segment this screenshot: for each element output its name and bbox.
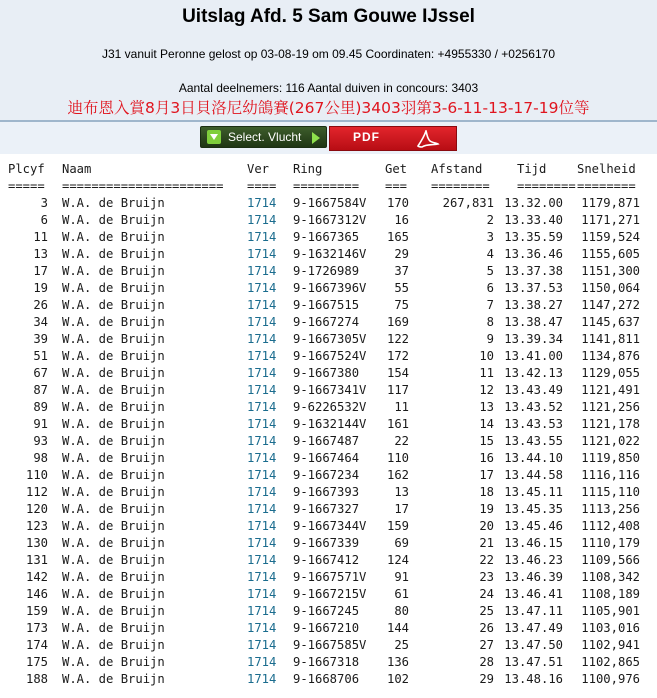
cell-ring: 9-1667487 — [293, 434, 360, 448]
cell-naam: W.A. de Bruijn — [62, 213, 165, 227]
col-header-afstand: Afstand — [431, 162, 483, 176]
cell-ring: 9-1667305V — [293, 332, 367, 346]
cell-afstand: 21 — [479, 536, 494, 550]
separator: ====================== — [62, 179, 224, 193]
cell-get: 80 — [394, 604, 409, 618]
cell-naam: W.A. de Bruijn — [62, 604, 165, 618]
cell-afstand: 16 — [479, 451, 494, 465]
cell-naam: W.A. de Bruijn — [62, 383, 165, 397]
cell-naam: W.A. de Bruijn — [62, 672, 165, 686]
cell-snelheid: 1151,300 — [581, 264, 640, 278]
cell-plcyf: 91 — [33, 417, 48, 431]
cell-get: 159 — [386, 519, 409, 533]
cell-ver[interactable]: 1714 — [247, 315, 277, 329]
cell-ring: 9-1726989 — [293, 264, 360, 278]
cell-ver[interactable]: 1714 — [247, 434, 277, 448]
cell-plcyf: 174 — [25, 638, 48, 652]
cell-ring: 9-1667464 — [293, 451, 360, 465]
cell-ring: 9-1667318 — [293, 655, 360, 669]
cell-plcyf: 175 — [25, 655, 48, 669]
cell-naam: W.A. de Bruijn — [62, 434, 165, 448]
table-header-row — [0, 162, 636, 179]
cell-get: 136 — [386, 655, 409, 669]
cell-snelheid: 1115,110 — [581, 485, 640, 499]
pdf-label: PDF — [353, 130, 380, 144]
cell-ver[interactable]: 1714 — [247, 604, 277, 618]
cell-get: 17 — [394, 502, 409, 516]
col-header-plcyf: Plcyf — [8, 162, 45, 176]
cell-ver[interactable]: 1714 — [247, 672, 277, 686]
cell-ring: 9-1667312V — [293, 213, 367, 227]
cell-get: 22 — [394, 434, 409, 448]
cell-naam: W.A. de Bruijn — [62, 536, 165, 550]
cell-ver[interactable]: 1714 — [247, 451, 277, 465]
cell-plcyf: 110 — [25, 468, 48, 482]
cell-ver[interactable]: 1714 — [247, 570, 277, 584]
cell-ver[interactable]: 1714 — [247, 621, 277, 635]
table-row — [0, 587, 640, 604]
cell-ver[interactable]: 1714 — [247, 485, 277, 499]
pdf-button[interactable] — [329, 126, 457, 151]
separator: ======== — [577, 179, 636, 193]
download-icon — [207, 130, 221, 144]
cell-ver[interactable]: 1714 — [247, 655, 277, 669]
cell-ring: 9-1667412 — [293, 553, 360, 567]
cell-tijd: 13.33.40 — [504, 213, 563, 227]
cell-get: 170 — [386, 196, 409, 210]
table-row — [0, 281, 640, 298]
cell-ring: 9-1667396V — [293, 281, 367, 295]
table-row — [0, 672, 640, 689]
cell-plcyf: 13 — [33, 247, 48, 261]
cell-plcyf: 26 — [33, 298, 48, 312]
cell-ver[interactable]: 1714 — [247, 230, 277, 244]
table-row — [0, 604, 640, 621]
page-title: Uitslag Afd. 5 Sam Gouwe IJssel — [182, 6, 475, 27]
table-row — [0, 451, 640, 468]
cell-naam: W.A. de Bruijn — [62, 570, 165, 584]
cell-tijd: 13.38.27 — [504, 298, 563, 312]
cell-tijd: 13.37.53 — [504, 281, 563, 295]
cell-ver[interactable]: 1714 — [247, 264, 277, 278]
cell-naam: W.A. de Bruijn — [62, 485, 165, 499]
cell-ring: 9-1667327 — [293, 502, 360, 516]
cell-snelheid: 1145,637 — [581, 315, 640, 329]
cell-plcyf: 123 — [25, 519, 48, 533]
cell-naam: W.A. de Bruijn — [62, 230, 165, 244]
cell-naam: W.A. de Bruijn — [62, 332, 165, 346]
cell-ring: 9-6226532V — [293, 400, 367, 414]
cell-ring: 9-1667344V — [293, 519, 367, 533]
cell-tijd: 13.47.49 — [504, 621, 563, 635]
col-header-ver: Ver — [247, 162, 270, 176]
cell-tijd: 13.37.38 — [504, 264, 563, 278]
cell-ring: 9-1667524V — [293, 349, 367, 363]
cell-tijd: 13.44.10 — [504, 451, 563, 465]
table-row — [0, 196, 640, 213]
cell-afstand: 4 — [486, 247, 494, 261]
cell-naam: W.A. de Bruijn — [62, 349, 165, 363]
cell-afstand: 14 — [479, 417, 494, 431]
table-row — [0, 298, 640, 315]
cell-ver[interactable]: 1714 — [247, 519, 277, 533]
table-row — [0, 553, 640, 570]
cell-get: 75 — [394, 298, 409, 312]
cell-snelheid: 1100,976 — [581, 672, 640, 686]
cell-naam: W.A. de Bruijn — [62, 587, 165, 601]
cell-plcyf: 173 — [25, 621, 48, 635]
cell-afstand: 19 — [479, 502, 494, 516]
results-table — [0, 162, 640, 689]
cell-get: 55 — [394, 281, 409, 295]
cell-tijd: 13.36.46 — [504, 247, 563, 261]
cell-ver[interactable]: 1714 — [247, 247, 277, 261]
table-row — [0, 621, 640, 638]
cell-ver[interactable]: 1714 — [247, 196, 277, 210]
cell-afstand: 18 — [479, 485, 494, 499]
cell-ver[interactable]: 1714 — [247, 417, 277, 431]
cell-ring: 9-1668706 — [293, 672, 360, 686]
cell-ring: 9-1667339 — [293, 536, 360, 550]
col-header-naam: Naam — [62, 162, 92, 176]
col-header-snelheid: Snelheid — [577, 162, 636, 176]
table-row — [0, 366, 640, 383]
separator: ===== — [8, 179, 45, 193]
cell-ring: 9-1632146V — [293, 247, 367, 261]
col-header-tijd: Tijd — [517, 162, 547, 176]
cell-get: 144 — [386, 621, 409, 635]
table-row — [0, 468, 640, 485]
cell-afstand: 10 — [479, 349, 494, 363]
table-row — [0, 349, 640, 366]
cell-tijd: 13.41.00 — [504, 349, 563, 363]
cell-ring: 9-1667274 — [293, 315, 360, 329]
cell-ver[interactable]: 1714 — [247, 213, 277, 227]
cell-tijd: 13.47.11 — [504, 604, 563, 618]
separator: ==== — [247, 179, 277, 193]
cell-naam: W.A. de Bruijn — [62, 417, 165, 431]
participant-counts: Aantal deelnemers: 116 Aantal duiven in concours: 3403 — [178, 81, 479, 95]
cell-naam: W.A. de Bruijn — [62, 621, 165, 635]
table-row — [0, 264, 640, 281]
cell-plcyf: 89 — [33, 400, 48, 414]
separator: === — [385, 179, 408, 193]
cell-tijd: 13.43.49 — [504, 383, 563, 397]
cell-get: 91 — [394, 570, 409, 584]
cell-plcyf: 130 — [25, 536, 48, 550]
cell-ring: 9-1667584V — [293, 196, 367, 210]
cell-naam: W.A. de Bruijn — [62, 468, 165, 482]
button-bar — [0, 122, 657, 154]
flight-info: J31 vanuit Peronne gelost op 03-08-19 om 09.45 Coordinaten: +4955330 / +0256170 — [101, 47, 555, 61]
cell-ver[interactable]: 1714 — [247, 383, 277, 397]
cell-snelheid: 1108,342 — [581, 570, 640, 584]
cell-snelheid: 1112,408 — [581, 519, 640, 533]
cell-snelheid: 1116,116 — [581, 468, 640, 482]
table-row — [0, 519, 640, 536]
cell-snelheid: 1147,272 — [581, 298, 640, 312]
cell-ver[interactable]: 1714 — [247, 502, 277, 516]
cell-snelheid: 1121,491 — [581, 383, 640, 397]
table-separator-row — [0, 179, 636, 196]
cell-plcyf: 142 — [25, 570, 48, 584]
cell-plcyf: 87 — [33, 383, 48, 397]
select-flight-label: Select. Vlucht — [228, 130, 302, 144]
table-row — [0, 332, 640, 349]
cell-afstand: 24 — [479, 587, 494, 601]
cell-plcyf: 11 — [33, 230, 48, 244]
chinese-result-note: 迪布恩入賞8月3日貝洛尼幼鴿賽(267公里)3403羽第3-6-11-13-17-19位等 — [67, 99, 590, 117]
cell-naam: W.A. de Bruijn — [62, 247, 165, 261]
cell-snelheid: 1150,064 — [581, 281, 640, 295]
cell-ver[interactable]: 1714 — [247, 366, 277, 380]
cell-get: 61 — [394, 587, 409, 601]
cell-afstand: 11 — [479, 366, 494, 380]
cell-tijd: 13.39.34 — [504, 332, 563, 346]
separator: ========= — [293, 179, 360, 193]
cell-ring: 9-1667585V — [293, 638, 367, 652]
cell-ring: 9-1667215V — [293, 587, 367, 601]
cell-plcyf: 51 — [33, 349, 48, 363]
cell-ring: 9-1667571V — [293, 570, 367, 584]
cell-tijd: 13.42.13 — [504, 366, 563, 380]
cell-plcyf: 146 — [25, 587, 48, 601]
cell-plcyf: 120 — [25, 502, 48, 516]
cell-snelheid: 1110,179 — [581, 536, 640, 550]
cell-naam: W.A. de Bruijn — [62, 281, 165, 295]
cell-naam: W.A. de Bruijn — [62, 451, 165, 465]
cell-naam: W.A. de Bruijn — [62, 519, 165, 533]
cell-afstand: 20 — [479, 519, 494, 533]
table-row — [0, 502, 640, 519]
cell-ver[interactable]: 1714 — [247, 298, 277, 312]
cell-naam: W.A. de Bruijn — [62, 264, 165, 278]
cell-afstand: 28 — [479, 655, 494, 669]
acrobat-icon — [416, 130, 440, 148]
cell-snelheid: 1119,850 — [581, 451, 640, 465]
cell-plcyf: 98 — [33, 451, 48, 465]
table-row — [0, 230, 640, 247]
cell-snelheid: 1155,605 — [581, 247, 640, 261]
cell-ver[interactable]: 1714 — [247, 553, 277, 567]
cell-snelheid: 1121,256 — [581, 400, 640, 414]
cell-snelheid: 1102,941 — [581, 638, 640, 652]
cell-get: 165 — [386, 230, 409, 244]
cell-tijd: 13.44.58 — [504, 468, 563, 482]
cell-plcyf: 39 — [33, 332, 48, 346]
cell-snelheid: 1121,022 — [581, 434, 640, 448]
cell-afstand: 9 — [486, 332, 494, 346]
report-header — [0, 0, 657, 120]
cell-ver[interactable]: 1714 — [247, 587, 277, 601]
cell-ver[interactable]: 1714 — [247, 468, 277, 482]
cell-ring: 9-1667515 — [293, 298, 360, 312]
cell-afstand: 8 — [486, 315, 494, 329]
separator: ======== — [517, 179, 576, 193]
cell-get: 162 — [386, 468, 409, 482]
cell-ring: 9-1667245 — [293, 604, 360, 618]
cell-ver[interactable]: 1714 — [247, 638, 277, 652]
cell-naam: W.A. de Bruijn — [62, 315, 165, 329]
cell-tijd: 13.43.53 — [504, 417, 563, 431]
cell-afstand: 267,831 — [442, 196, 494, 210]
cell-afstand: 25 — [479, 604, 494, 618]
cell-plcyf: 188 — [25, 672, 48, 686]
col-header-ring: Ring — [293, 162, 323, 176]
cell-tijd: 13.47.51 — [504, 655, 563, 669]
cell-ring: 9-1667341V — [293, 383, 367, 397]
cell-snelheid: 1179,871 — [581, 196, 640, 210]
cell-tijd: 13.46.23 — [504, 553, 563, 567]
cell-naam: W.A. de Bruijn — [62, 366, 165, 380]
cell-afstand: 15 — [479, 434, 494, 448]
cell-ver[interactable]: 1714 — [247, 332, 277, 346]
cell-afstand: 26 — [479, 621, 494, 635]
cell-naam: W.A. de Bruijn — [62, 502, 165, 516]
cell-tijd: 13.45.11 — [504, 485, 563, 499]
cell-ring: 9-1632144V — [293, 417, 367, 431]
cell-ver[interactable]: 1714 — [247, 536, 277, 550]
table-row — [0, 400, 640, 417]
cell-afstand: 17 — [479, 468, 494, 482]
cell-get: 16 — [394, 213, 409, 227]
cell-tijd: 13.38.47 — [504, 315, 563, 329]
cell-plcyf: 3 — [40, 196, 48, 210]
cell-get: 124 — [386, 553, 409, 567]
cell-afstand: 29 — [479, 672, 494, 686]
cell-snelheid: 1121,178 — [581, 417, 640, 431]
cell-naam: W.A. de Bruijn — [62, 655, 165, 669]
cell-get: 117 — [386, 383, 409, 397]
cell-afstand: 13 — [479, 400, 494, 414]
table-row — [0, 417, 640, 434]
cell-get: 169 — [386, 315, 409, 329]
cell-get: 161 — [386, 417, 409, 431]
cell-tijd: 13.46.39 — [504, 570, 563, 584]
cell-get: 122 — [386, 332, 409, 346]
cell-snelheid: 1171,271 — [581, 213, 640, 227]
cell-snelheid: 1103,016 — [581, 621, 640, 635]
cell-ring: 9-1667393 — [293, 485, 360, 499]
cell-get: 11 — [394, 400, 409, 414]
cell-ver[interactable]: 1714 — [247, 281, 277, 295]
cell-snelheid: 1134,876 — [581, 349, 640, 363]
cell-plcyf: 34 — [33, 315, 48, 329]
table-row — [0, 570, 640, 587]
table-row — [0, 213, 640, 230]
cell-tijd: 13.45.35 — [504, 502, 563, 516]
cell-plcyf: 93 — [33, 434, 48, 448]
cell-tijd: 13.46.41 — [504, 587, 563, 601]
cell-plcyf: 159 — [25, 604, 48, 618]
cell-afstand: 23 — [479, 570, 494, 584]
cell-plcyf: 19 — [33, 281, 48, 295]
cell-ring: 9-1667234 — [293, 468, 360, 482]
cell-naam: W.A. de Bruijn — [62, 553, 165, 567]
cell-ring: 9-1667380 — [293, 366, 360, 380]
cell-get: 69 — [394, 536, 409, 550]
table-row — [0, 638, 640, 655]
cell-tijd: 13.45.46 — [504, 519, 563, 533]
cell-snelheid: 1108,189 — [581, 587, 640, 601]
cell-tijd: 13.46.15 — [504, 536, 563, 550]
cell-afstand: 22 — [479, 553, 494, 567]
table-row — [0, 485, 640, 502]
table-row — [0, 315, 640, 332]
cell-afstand: 6 — [486, 281, 494, 295]
table-row — [0, 655, 640, 672]
cell-get: 37 — [394, 264, 409, 278]
cell-ver[interactable]: 1714 — [247, 349, 277, 363]
cell-plcyf: 17 — [33, 264, 48, 278]
separator: ======== — [431, 179, 490, 193]
cell-get: 110 — [386, 451, 409, 465]
cell-snelheid: 1129,055 — [581, 366, 640, 380]
table-row — [0, 383, 640, 400]
cell-get: 13 — [394, 485, 409, 499]
cell-snelheid: 1105,901 — [581, 604, 640, 618]
cell-tijd: 13.43.55 — [504, 434, 563, 448]
cell-snelheid: 1113,256 — [581, 502, 640, 516]
cell-get: 29 — [394, 247, 409, 261]
cell-tijd: 13.48.16 — [504, 672, 563, 686]
cell-plcyf: 67 — [33, 366, 48, 380]
select-flight-button[interactable] — [200, 126, 327, 148]
table-row — [0, 247, 640, 264]
table-row — [0, 536, 640, 553]
cell-ring: 9-1667210 — [293, 621, 360, 635]
cell-ver[interactable]: 1714 — [247, 400, 277, 414]
arrow-right-icon — [312, 132, 320, 144]
cell-ring: 9-1667365 — [293, 230, 360, 244]
cell-afstand: 5 — [486, 264, 494, 278]
cell-naam: W.A. de Bruijn — [62, 298, 165, 312]
cell-get: 25 — [394, 638, 409, 652]
cell-plcyf: 6 — [40, 213, 48, 227]
cell-afstand: 2 — [486, 213, 494, 227]
cell-tijd: 13.32.00 — [504, 196, 563, 210]
cell-tijd: 13.35.59 — [504, 230, 563, 244]
cell-naam: W.A. de Bruijn — [62, 196, 165, 210]
cell-plcyf: 112 — [25, 485, 48, 499]
cell-afstand: 12 — [479, 383, 494, 397]
cell-snelheid: 1102,865 — [581, 655, 640, 669]
cell-afstand: 7 — [486, 298, 494, 312]
cell-afstand: 27 — [479, 638, 494, 652]
cell-get: 172 — [386, 349, 409, 363]
cell-naam: W.A. de Bruijn — [62, 638, 165, 652]
cell-snelheid: 1141,811 — [581, 332, 640, 346]
cell-snelheid: 1159,524 — [581, 230, 640, 244]
cell-naam: W.A. de Bruijn — [62, 400, 165, 414]
cell-get: 102 — [386, 672, 409, 686]
cell-snelheid: 1109,566 — [581, 553, 640, 567]
cell-afstand: 3 — [486, 230, 494, 244]
cell-plcyf: 131 — [25, 553, 48, 567]
cell-get: 154 — [386, 366, 409, 380]
table-row — [0, 434, 640, 451]
cell-tijd: 13.43.52 — [504, 400, 563, 414]
col-header-get: Get — [385, 162, 408, 176]
cell-tijd: 13.47.50 — [504, 638, 563, 652]
